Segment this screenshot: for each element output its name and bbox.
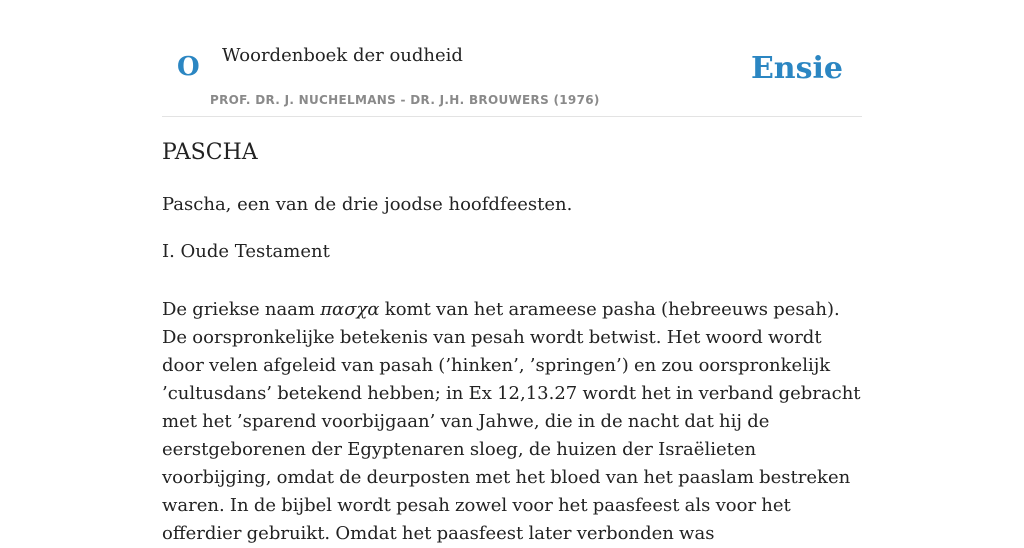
page <box>162 0 862 544</box>
entry-lead: Pascha, een van de drie joodse hoofdfeesten. <box>162 194 573 215</box>
letter-index-link[interactable]: O <box>177 52 200 82</box>
body-text-start: De griekse naam <box>162 299 321 320</box>
body-paragraph <box>162 296 862 548</box>
greek-word: πασχα <box>320 299 380 320</box>
brand-logo-link[interactable]: Ensie <box>750 51 843 86</box>
book-title-link[interactable]: Woordenboek der oudheid <box>222 45 463 66</box>
header <box>162 0 862 117</box>
body-text-rest: komt van het arameese pasha (hebreeuws pesah). De oorspronkelijke betekenis van pesah wordt betwist. Het woord wordt door velen afgeleid van pasah (’hinken’, ’springen’) en zou oorspronkelijk ’cultusdans’ betekend hebben; in Ex 12,13.27 wordt het in verband gebracht met het ’sparend voorbijgaan’ van Jahwe, die in de nacht dat hij de eerstgeborenen der Egyptenaren sloeg, de huizen der Israëlieten voorbijging, omdat de deurposten met het bloed van het paaslam bestreken waren. In de bijbel wordt pesah zowel voor het paasfeest als voor het offerdier gebruikt. Omdat het paasfeest later verbonden was <box>162 299 861 544</box>
book-authors: PROF. DR. J. NUCHELMANS - DR. J.H. BROUWERS (1976) <box>210 93 600 107</box>
section-heading: I. Oude Testament <box>162 241 330 262</box>
entry-title: PASCHA <box>162 140 258 165</box>
